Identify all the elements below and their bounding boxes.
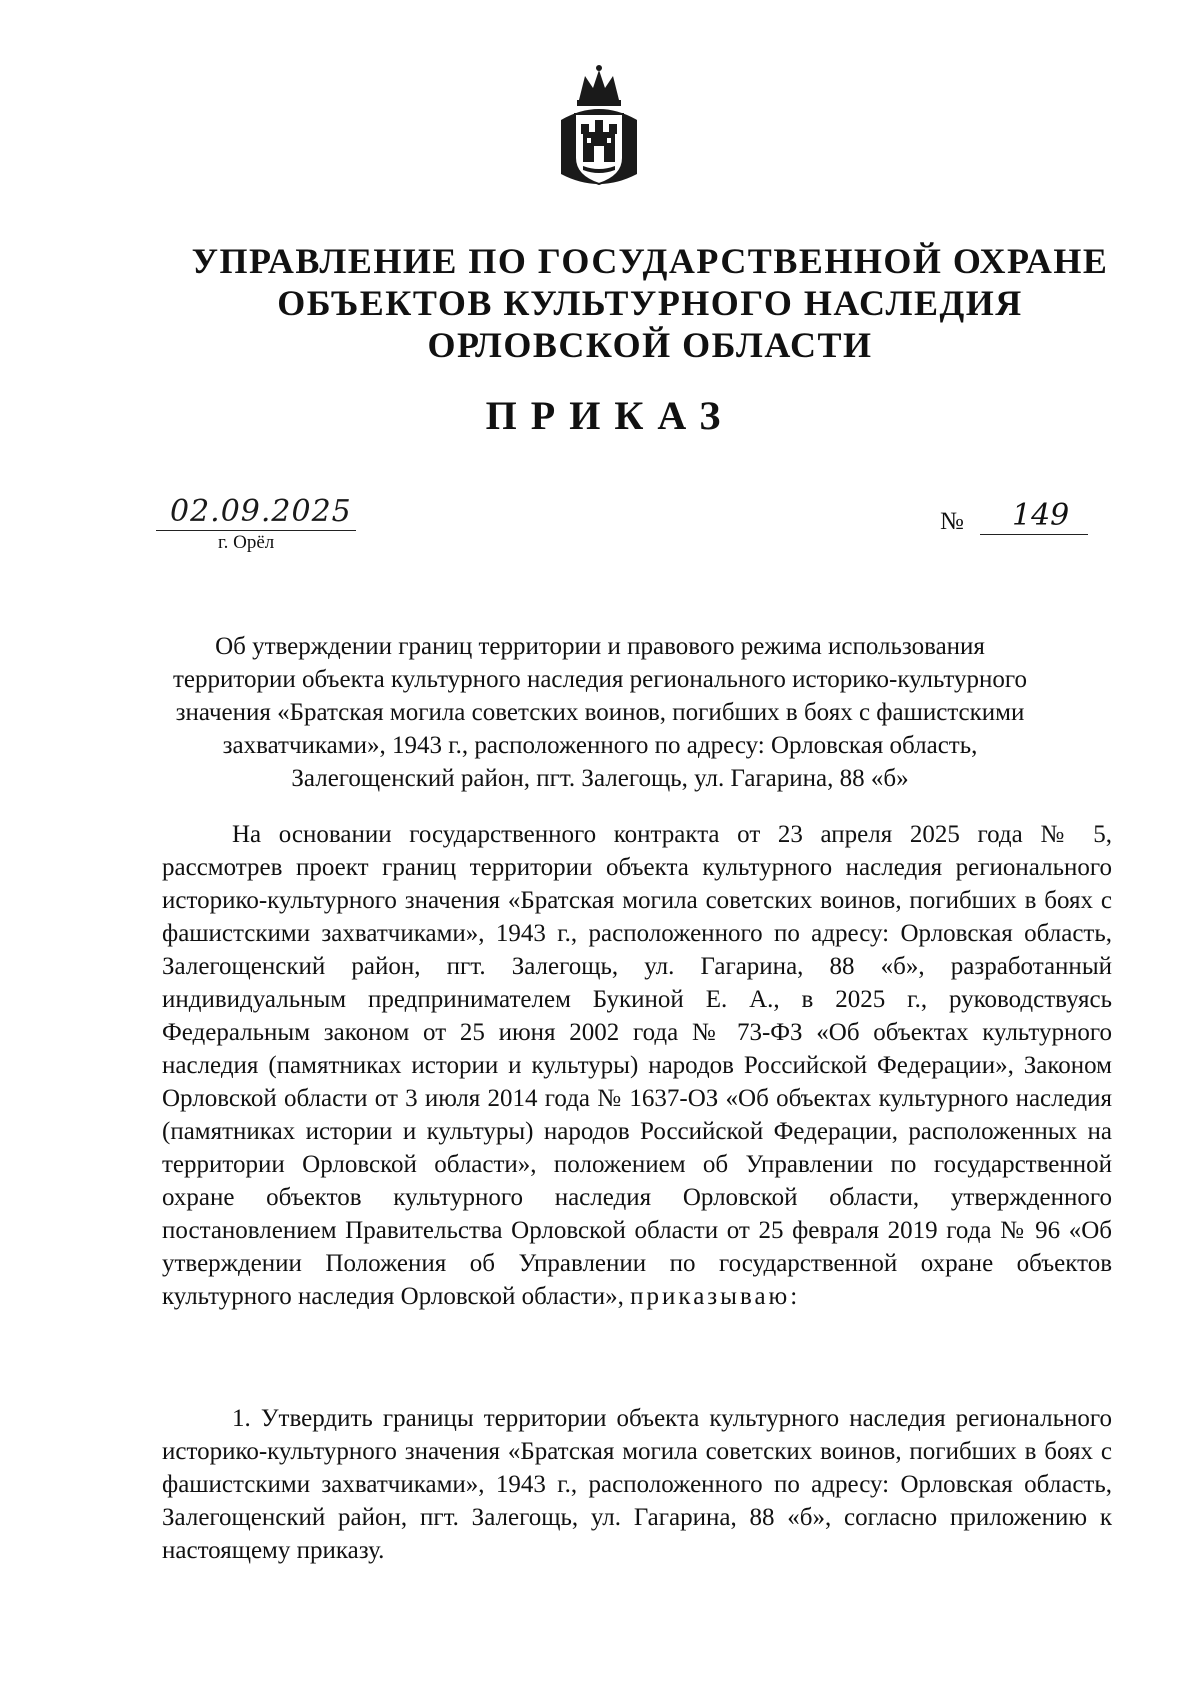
preamble-paragraph [162,818,1112,1313]
document-type-title: ПРИКАЗ [485,393,735,438]
number-sign: № [940,508,964,535]
order-word: приказываю: [630,1283,801,1310]
order-item-text: 1. Утвердить границы территории объекта культурного наследия регионального историко-культурного значения «Братская могила советских воинов, погибших в боях с фашистскими захватчиками», 1943 г., расположенного по адресу: Орловская область, Залегощенский район, пгт. Залегощь, ул. Гагарина, 88 «б», согласно приложению к настоящему приказу. [162,1405,1112,1564]
handwritten-order-number: 149 [1012,498,1070,533]
agency-name [170,240,1130,366]
subject-line: значения «Братская могила советских воинов, погибших в боях с фашистскими [175,699,1025,726]
city-label: г. Орёл [218,532,275,553]
preamble-text: На основании государственного контракта от 23 апреля 2025 года № 5, рассмотрев проект границ территории объекта культурного наследия регионального историко-культурного значения «Братская могила советских воинов, погибших в боях с фашистскими захватчиками», 1943 г., расположенного по адресу: Орловская область, Залегощенский район, пгт. Залегощь, ул. Гагарина, 88 «б», разработанный индивидуальным предпринимателем Букиной Е. А., в 2025 г., руководствуясь Федеральным законом от 25 июня 2002 года № 73-ФЗ «Об объектах культурного наследия (памятниках истории и культуры) народов Российской Федерации», Законом Орловской области от 3 июля 2014 года № 1637-ОЗ «Об объектах культурного наследия (памятниках истории и культуры) народов Российской Федерации, расположенных на территории Орловской области», положением об Управлении по государственной охране объектов культурного наследия Орловской области, утвержденного постановлением Правительства Орловской области от 25 февраля 2019 года № 96 «Об утверждении Положения об Управлении по государственной охране объектов культурного наследия Орловской области», [162,821,1112,1310]
order-subject [150,630,1050,795]
handwritten-date: 02.09.2025 [170,494,352,529]
subject-line: захватчиками», 1943 г., расположенного по адресу: Орловская область, [222,732,978,759]
number-underline [980,534,1088,535]
agency-name-line: ОРЛОВСКОЙ ОБЛАСТИ [427,325,873,365]
date-underline [156,530,356,531]
orel-oblast-coat-of-arms-icon [557,62,641,196]
subject-line: территории объекта культурного наследия регионального историко-культурного [172,666,1028,693]
subject-line: Об утверждении границ территории и правового режима использования [215,633,985,660]
agency-name-line: УПРАВЛЕНИЕ ПО ГОСУДАРСТВЕННОЙ ОХРАНЕ [191,241,1109,281]
order-number-block [940,498,1100,548]
order-item-1 [162,1402,1112,1567]
agency-name-line: ОБЪЕКТОВ КУЛЬТУРНОГО НАСЛЕДИЯ [277,283,1023,323]
subject-line: Залегощенский район, пгт. Залегощь, ул. Гагарина, 88 «б» [291,765,909,792]
